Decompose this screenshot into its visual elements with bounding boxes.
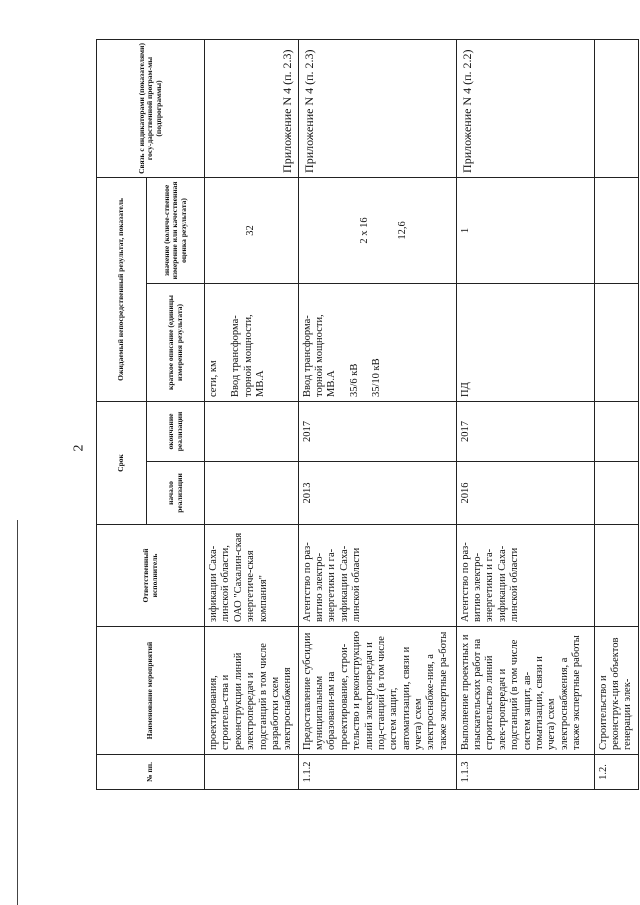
row-result-desc-line: Ввод трансформа-торной мощности, МВ.А [301, 314, 338, 397]
table-row [594, 39, 638, 789]
row-executor: Агентство по раз-витию электро-энергетики и га-зификации Саха-линской области [456, 525, 594, 627]
header-link: Связь с индикаторами (показателями) госу-дарственной програм-мы (подпрограммы) [97, 39, 205, 177]
row-name: Строительство и реконструк-ция объектов генерации элек- [594, 627, 638, 755]
rotated-table-wrapper [96, 40, 634, 790]
scan-edge-line [17, 520, 18, 905]
row-start [205, 462, 299, 525]
row-result-desc [594, 283, 638, 401]
row-result-value: 32 [205, 177, 299, 283]
row-link [594, 39, 638, 177]
row-result-value: 1 [456, 177, 594, 283]
row-executor: зификации Саха-линской области, ОАО "Сахалин-ская энергетиче-ская компания" [205, 525, 299, 627]
table-row [205, 39, 299, 789]
table-row [456, 39, 594, 789]
header-term-end: окончание реализации [147, 401, 205, 461]
row-result-value [298, 177, 456, 283]
row-name: проектирования, строитель-ства и реконструкции линий электропередач и подстанций в том числе разработки схем электроснабжения [205, 627, 299, 755]
table-row [298, 39, 456, 789]
row-result-desc-line: сети, км [208, 360, 219, 397]
row-start: 2016 [456, 462, 594, 525]
row-end: 2017 [456, 401, 594, 461]
row-result-desc: ПД [456, 283, 594, 401]
row-end [594, 401, 638, 461]
row-executor: Агентство по раз-витию электро-энергетики и га-зификации Саха-линской области [298, 525, 456, 627]
row-result-value [594, 177, 638, 283]
row-result-desc [298, 283, 456, 401]
row-num: 1.2. [594, 755, 638, 790]
row-result-desc-line: 35/6 кВ [348, 363, 360, 397]
header-result: Ожидаемый непосредственный результат, показатель [97, 177, 147, 401]
row-num: 1.1.3 [456, 755, 594, 790]
header-result-desc: краткое описание (единицы измерения результата) [147, 283, 205, 401]
row-result-value-line: 2 x 16 [358, 217, 370, 244]
header-term-start: начало реализации [147, 462, 205, 525]
program-measures-table [96, 39, 639, 790]
row-end: 2017 [298, 401, 456, 461]
header-name: Наименование мероприятий [97, 627, 205, 755]
header-num: № пп. [97, 755, 205, 790]
row-result-desc-line: Ввод трансформа-торной мощности, МВ.А [230, 314, 267, 397]
row-link: Приложение N 4 (п. 2.2) [456, 39, 594, 177]
row-num [205, 755, 299, 790]
header-result-value: значение (количе-ственное измерение или качественная оценка результата) [147, 177, 205, 283]
row-link: Приложение N 4 (п. 2.3) [205, 39, 299, 177]
header-row-1 [97, 39, 147, 789]
row-num: 1.1.2 [298, 755, 456, 790]
row-end [205, 401, 299, 461]
row-name: Выполнение проектных и изыскательских работ на строительство линий элек-тропередач и подстанций (в том числе систем защит, ав-томатизации, связи и учета) схем электроснабжения, а также экспертные работы [456, 627, 594, 755]
row-link: Приложение N 4 (п. 2.3) [298, 39, 456, 177]
row-start [594, 462, 638, 525]
row-result-desc [205, 283, 299, 401]
page-number: 2 [71, 444, 87, 452]
row-result-value-line: 12,6 [397, 221, 408, 240]
row-start: 2013 [298, 462, 456, 525]
row-name: Предоставление субсидии муниципальным образовани-ям на проектирование, строи-тельство и реконструкцию линий электропередач и под-станций (в том числе систем защит, автоматизации, связи и учета) схем электроснабже-ния, а также экспертные ра-боты [298, 627, 456, 755]
row-result-desc-line: 35/10 кВ [371, 358, 383, 397]
header-executor: Ответственный исполнитель [97, 525, 205, 627]
header-term: Срок [97, 401, 147, 524]
row-executor [594, 525, 638, 627]
